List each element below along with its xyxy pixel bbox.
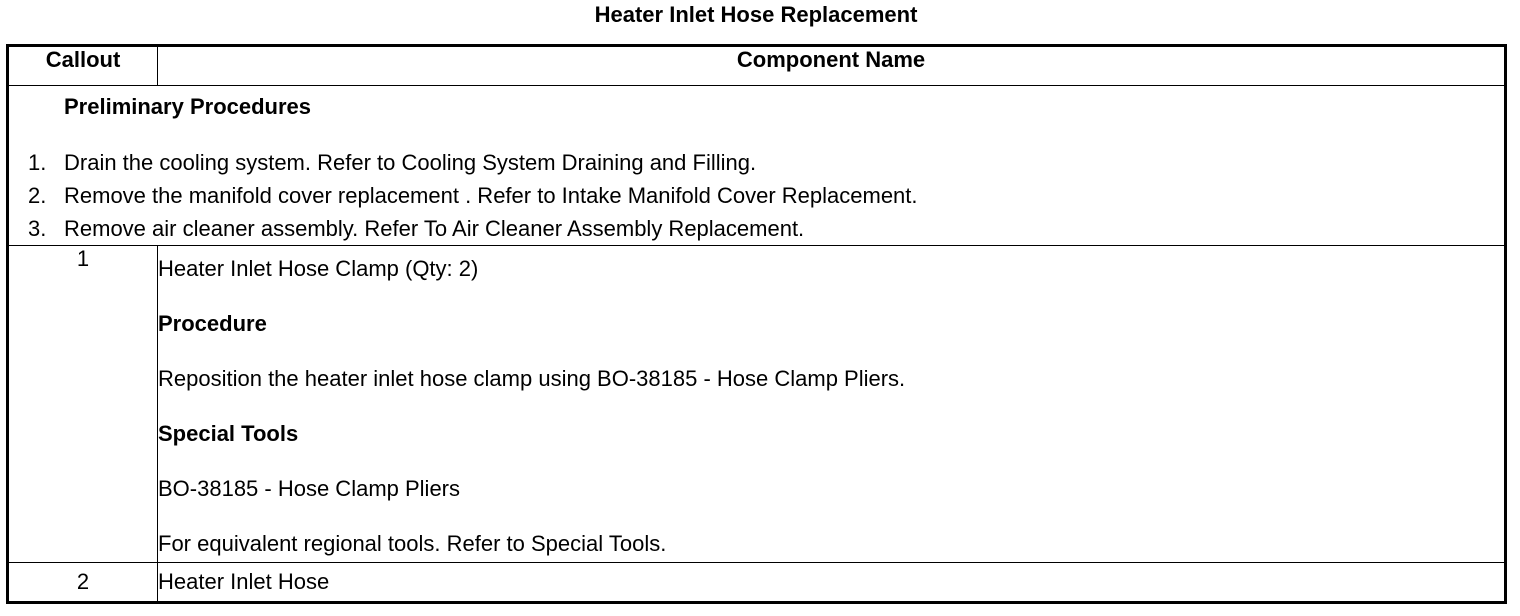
step-text: Remove air cleaner assembly. Refer To Air Cleaner Assembly Replacement.: [64, 216, 805, 241]
callout-cell: 2: [8, 563, 158, 603]
preliminary-steps-list: [9, 146, 1504, 245]
step-text: Drain the cooling system. Refer to Cooling System Draining and Filling.: [64, 150, 757, 175]
step-number: 3.: [28, 216, 47, 241]
preliminary-heading: Preliminary Procedures: [64, 94, 312, 119]
special-tools-heading: Special Tools: [158, 421, 299, 446]
callout-cell: 1: [8, 246, 158, 563]
table-header-row: [8, 46, 1506, 86]
special-tools-text: BO-38185 - Hose Clamp Pliers: [158, 476, 461, 501]
procedure-heading: Procedure: [158, 311, 267, 336]
page-title: Heater Inlet Hose Replacement: [594, 2, 918, 27]
procedure-table: [6, 44, 1507, 604]
table-row: [8, 246, 1506, 563]
component-detail-cell: [158, 246, 1506, 563]
procedure-text: Reposition the heater inlet hose clamp using BO-38185 - Hose Clamp Pliers.: [158, 366, 906, 391]
step-text: Remove the manifold cover replacement . Refer to Intake Manifold Cover Replacement.: [64, 183, 918, 208]
component-name-column-header: Component Name: [158, 46, 1506, 86]
preliminary-cell: [8, 86, 1506, 246]
preliminary-row: [8, 86, 1506, 246]
table-row: [8, 563, 1506, 603]
special-tools-note: For equivalent regional tools. Refer to Special Tools.: [158, 531, 667, 556]
step-number: 2.: [28, 183, 47, 208]
list-item: [9, 146, 1504, 179]
list-item: [9, 179, 1504, 212]
component-name: Heater Inlet Hose Clamp (Qty: 2): [158, 256, 479, 281]
callout-column-header: Callout: [8, 46, 158, 86]
step-number: 1.: [28, 150, 47, 175]
component-name: Heater Inlet Hose: [158, 563, 1506, 603]
list-item: [9, 212, 1504, 245]
